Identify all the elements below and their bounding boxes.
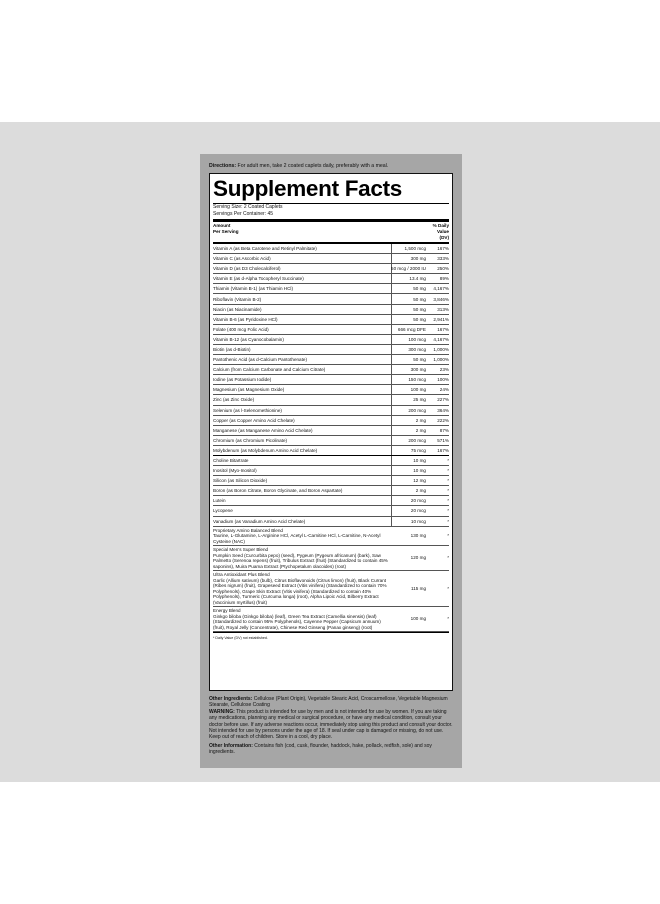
- nutrient-name: Thiamin (Vitamin B-1) (as Thiamin HCl): [213, 286, 293, 292]
- nutrient-name: Vitamin C (as Ascorbic Acid): [213, 256, 271, 262]
- nutrient-name: Vitamin B-12 (as Cyanocobalamin): [213, 336, 284, 342]
- nutrient-amount: 1,500 mcg: [391, 244, 427, 253]
- nutrient-dv: 313%: [437, 306, 449, 312]
- other-ingredients-text: Cellulose (Plant Origin), Vegetable Stearic Acid, Croscarmellose, Vegetable Magnesium Stearate, Cellulose Coating: [209, 696, 448, 709]
- blend-row: [213, 571, 449, 607]
- table-row: [213, 325, 449, 335]
- other-ingredients-label: Other Ingredients:: [209, 696, 253, 702]
- serving-size: Serving Size: 2 Coated Caplets: [213, 204, 283, 210]
- nutrient-amount: 50 mg: [391, 294, 427, 303]
- table-row: [213, 274, 449, 284]
- nutrient-amount: 300 mcg: [391, 345, 427, 354]
- table-row: [213, 335, 449, 345]
- blend-description: Taurine, L-Glutamine, L-Arginine HCl, Acetyl L-Carnitine HCl, L-Carnitine, N-Acetyl Cysteine (NAC): [213, 533, 381, 544]
- other-ingredients: [209, 696, 453, 709]
- blend-text: [213, 547, 392, 569]
- nutrient-amount: 2 mg: [391, 416, 427, 425]
- nutrient-dv: 222%: [437, 417, 449, 423]
- nutrient-name: Selenium (as l-Selenomethionine): [213, 407, 282, 413]
- nutrient-dv: 24%: [439, 387, 449, 393]
- table-row: [213, 254, 449, 264]
- nutrient-amount: 25 mg: [391, 395, 427, 404]
- nutrient-dv: 364%: [437, 407, 449, 413]
- nutrient-name: Riboflavin (Vitamin B-2): [213, 296, 262, 302]
- table-row: [213, 375, 449, 385]
- nutrient-amount: 50 mg: [391, 355, 427, 364]
- servings-per-container: Servings Per Container: 45: [213, 211, 274, 217]
- table-row: [213, 406, 449, 416]
- table-row: [213, 345, 449, 355]
- nutrient-amount: 50 mg: [391, 305, 427, 314]
- nutrient-dv: *: [447, 468, 449, 474]
- nutrient-dv: 167%: [437, 326, 449, 332]
- table-row: [213, 517, 449, 527]
- nutrient-amount: 50 mg: [391, 315, 427, 324]
- table-row: [213, 496, 449, 506]
- nutrient-amount: 10 mg: [391, 456, 427, 465]
- nutrient-amount: 10 mg: [391, 466, 427, 475]
- blend-dv: *: [447, 533, 449, 539]
- table-row: [213, 395, 449, 405]
- supplement-facts-panel: [209, 173, 453, 691]
- directions-label: Directions:: [209, 163, 237, 169]
- nutrient-name: Calcium (from Calcium Carbonate and Calcium Citrate): [213, 367, 326, 373]
- nutrient-dv: 23%: [439, 367, 449, 373]
- table-row: [213, 355, 449, 365]
- nutrient-name: Vitamin B-6 (as Pyridoxine HCl): [213, 316, 278, 322]
- nutrient-dv: 89%: [439, 276, 449, 282]
- nutrient-name: Vanadium (as Vanadium Amino Acid Chelate): [213, 518, 306, 524]
- nutrient-dv: 4,167%: [433, 336, 449, 342]
- panel-title: Supplement Facts: [213, 176, 449, 204]
- nutrient-amount: 100 mcg: [391, 335, 427, 344]
- blend-amount: 120 mg: [410, 555, 426, 561]
- amount-header-line2: Per Serving: [213, 229, 239, 234]
- nutrient-dv: 167%: [437, 246, 449, 252]
- nutrient-name: Folate (400 mcg Folic Acid): [213, 326, 269, 332]
- nutrient-name: Vitamin D (as D3 Cholecalciferol): [213, 266, 281, 272]
- nutrient-dv: 3,846%: [433, 296, 449, 302]
- blend-dv: *: [447, 585, 449, 591]
- blend-row: [213, 607, 449, 632]
- blend-dv: *: [447, 616, 449, 622]
- blend-name: Ultra Antioxidant Plus Blend: [213, 572, 270, 578]
- nutrient-dv: 2,941%: [433, 316, 449, 322]
- table-row: [213, 426, 449, 436]
- nutrient-dv: 333%: [437, 256, 449, 262]
- table-row: [213, 244, 449, 254]
- nutrient-table: [213, 244, 449, 456]
- dv-header: [419, 223, 449, 241]
- nutrient-amount: 300 mg: [391, 254, 427, 263]
- nutrient-dv: *: [447, 458, 449, 464]
- nutrient-amount: 12 mg: [391, 476, 427, 485]
- amount-header-line1: Amount: [213, 223, 231, 228]
- blend-name: Proprietary Amino Balanced Blend: [213, 527, 283, 533]
- table-row: [213, 294, 449, 304]
- directions-text: [209, 162, 453, 172]
- other-information-label: Other Information:: [209, 742, 253, 749]
- nutrient-name: Lutein: [213, 498, 226, 504]
- nutrient-dv: 250%: [437, 266, 449, 272]
- nutrient-amount: 300 mg: [391, 365, 427, 374]
- table-row: [213, 284, 449, 294]
- nutrient-name: Vitamin A (as Beta Carotene and Retinyl Palmitate): [213, 246, 317, 252]
- table-row: [213, 486, 449, 496]
- nutrient-name: Choline Bitartrate: [213, 458, 249, 464]
- product-label: [200, 154, 462, 768]
- nutrient-amount: 666 mcg DFE: [391, 325, 427, 334]
- amount-header: [213, 223, 419, 241]
- table-header: [213, 222, 449, 241]
- blend-description: Garlic (Allium sativum) (bulb), Citrus Bioflavonoids (Citrus limon) (fruit), Black Currant (Ribes nigrum) (fruit), Grapeseed Extract (Vitis vinifera) (Standardized to contain 70% Polyphenols), Grape Skin Extract (Vitis vinifera) (Standardized to contain 40% Polyphenols), Turmeric (Curcuma longa) (root), Alpha Lipoic Acid, Bilberry Extract (Vaccinium myrtillus) (fruit): [213, 577, 387, 605]
- nutrient-dv: 1,000%: [433, 346, 449, 352]
- nutrient-name: Vitamin E (as d-Alpha Tocopheryl Succinate): [213, 276, 304, 282]
- warning-text: This product is intended for use by men and is not intended for use by women. If you are taking any medications, planning any medical or surgical procedure, or have any medical condition, consult your doctor before use. If any adverse reactions occur, immediately stop using this product and consult your doctor. Not intended for use by persons under the age of 18. If seal under cap is damaged or missing, do not use. Keep out of reach of children. Store in a cool, dry place.: [209, 708, 453, 741]
- nutrient-name: Copper (as Copper Amino Acid Chelate): [213, 417, 295, 423]
- nutrient-amount: 50 mcg / 2000 IU: [391, 264, 427, 273]
- blend-table: [213, 527, 449, 633]
- table-row: [213, 365, 449, 375]
- nutrient-amount: 2 mg: [391, 486, 427, 495]
- blend-name: Special Men’s Super Blend: [213, 547, 269, 553]
- table-row: [213, 385, 449, 395]
- nutrient-dv: 227%: [437, 397, 449, 403]
- blend-text: [213, 608, 392, 630]
- blend-description: Pumpkin Seed (Curcurbita pepo) (seed), Pygeum (Pygeum africanum) (bark), Saw Palmetto (Serenoa repens) (fruit), Tribulus Extract (fruit) (Standardized to contain 45% saponins), Muira Puama Extract (Ptychopetalum olacoides) (root): [213, 552, 388, 569]
- blend-amount: 115 mg: [411, 585, 426, 591]
- nutrient-dv: *: [447, 488, 449, 494]
- nutrient-name: Boron (as Boron Citrate, Boron Glycinate, and Boron Aspartate): [213, 488, 343, 494]
- blend-amount: 130 mg: [410, 533, 426, 539]
- nutrient-amount: 100 mg: [391, 385, 427, 394]
- blend-text: [213, 572, 392, 605]
- nutrient-amount: 20 mcg: [391, 496, 427, 505]
- nutrient-dv: 167%: [437, 447, 449, 453]
- table-row: [213, 466, 449, 476]
- nutrient-amount: 150 mcg: [391, 375, 427, 384]
- blend-description: Ginkgo biloba (Ginkgo biloba) (leaf), Green Tea Extract (Camellia sinensis) (leaf) (Standardized to contain 95% Polyphenols), Cayenne Pepper (Capsicum annuum) (fruit), Royal Jelly (Concentrate), Chinese Red Ginseng (Panax ginseng) (root): [213, 613, 381, 630]
- blend-name: Energy Blend: [213, 608, 241, 614]
- nutrient-dv: 571%: [437, 437, 449, 443]
- nutrient-dv: 100%: [437, 377, 449, 383]
- nutrient-amount: 50 mg: [391, 284, 427, 293]
- table-row: [213, 436, 449, 446]
- nutrient-amount: 10 mcg: [391, 517, 427, 526]
- nutrient-name: Iodine (as Potassium Iodide): [213, 377, 272, 383]
- blend-text: [213, 528, 392, 545]
- nutrient-dv: 87%: [439, 427, 449, 433]
- dv-header-line1: % Daily: [432, 223, 449, 228]
- table-row: [213, 456, 449, 466]
- nutrient-dv: 1,000%: [433, 357, 449, 363]
- nutrient-dv: *: [447, 508, 449, 514]
- blend-amount: 100 mg: [410, 616, 426, 622]
- nutrient-name: Biotin (as d-Biotin): [213, 346, 251, 352]
- table-row: [213, 264, 449, 274]
- nutrient-name: Zinc (as Zinc Oxide): [213, 397, 255, 403]
- nutrient-dv: 4,167%: [433, 286, 449, 292]
- nutrient-name: Silicon (as Silicon Dioxide): [213, 478, 268, 484]
- nutrient-name: Magnesium (as Magnesium Oxide): [213, 387, 285, 393]
- table-row: [213, 446, 449, 456]
- dv-header-line3: (DV): [439, 235, 449, 240]
- warning: [209, 709, 453, 741]
- directions-body: For adult men, take 2 coated caplets daily, preferably with a meal.: [236, 163, 389, 169]
- nutrient-dv: *: [447, 478, 449, 484]
- nutrient-amount: 20 mcg: [391, 506, 427, 515]
- dv-header-line2: Value: [436, 229, 449, 234]
- table-row: [213, 416, 449, 426]
- other-nutrient-table: [213, 456, 449, 527]
- table-row: [213, 315, 449, 325]
- nutrient-dv: *: [447, 518, 449, 524]
- nutrient-name: Manganese (as Manganese Amino Acid Chelate): [213, 427, 313, 433]
- nutrient-name: Chromium (as Chromium Picolinate): [213, 437, 288, 443]
- other-information-text: Contains fish (cod, cusk, flounder, haddock, hake, pollack, redfish, sole) and soy ingredients.: [209, 742, 432, 756]
- nutrient-name: Lycopene: [213, 508, 233, 514]
- nutrient-amount: 200 mcg: [391, 406, 427, 415]
- other-information: [209, 743, 453, 756]
- warning-label: WARNING:: [209, 708, 235, 715]
- nutrient-name: Pantothenic Acid (as d-Calcium Pantothenate): [213, 357, 307, 363]
- nutrient-name: Inositol (Myo-Inositol): [213, 468, 257, 474]
- table-row: [213, 506, 449, 516]
- nutrient-amount: 2 mg: [391, 426, 427, 435]
- nutrient-dv: *: [447, 498, 449, 504]
- blend-row: [213, 546, 449, 571]
- blend-dv: *: [447, 555, 449, 561]
- nutrient-name: Molybdenum (as Molybdenum Amino Acid Chelate): [213, 447, 318, 453]
- nutrient-amount: 75 mcg: [391, 446, 427, 455]
- footnote: * Daily Value (DV) not established.: [213, 632, 449, 640]
- blend-row: [213, 527, 449, 547]
- table-row: [213, 476, 449, 486]
- nutrient-amount: 200 mcg: [391, 436, 427, 445]
- table-row: [213, 305, 449, 315]
- nutrient-name: Niacin (as Niacinamide): [213, 306, 262, 312]
- nutrient-amount: 13.4 mg: [391, 274, 427, 283]
